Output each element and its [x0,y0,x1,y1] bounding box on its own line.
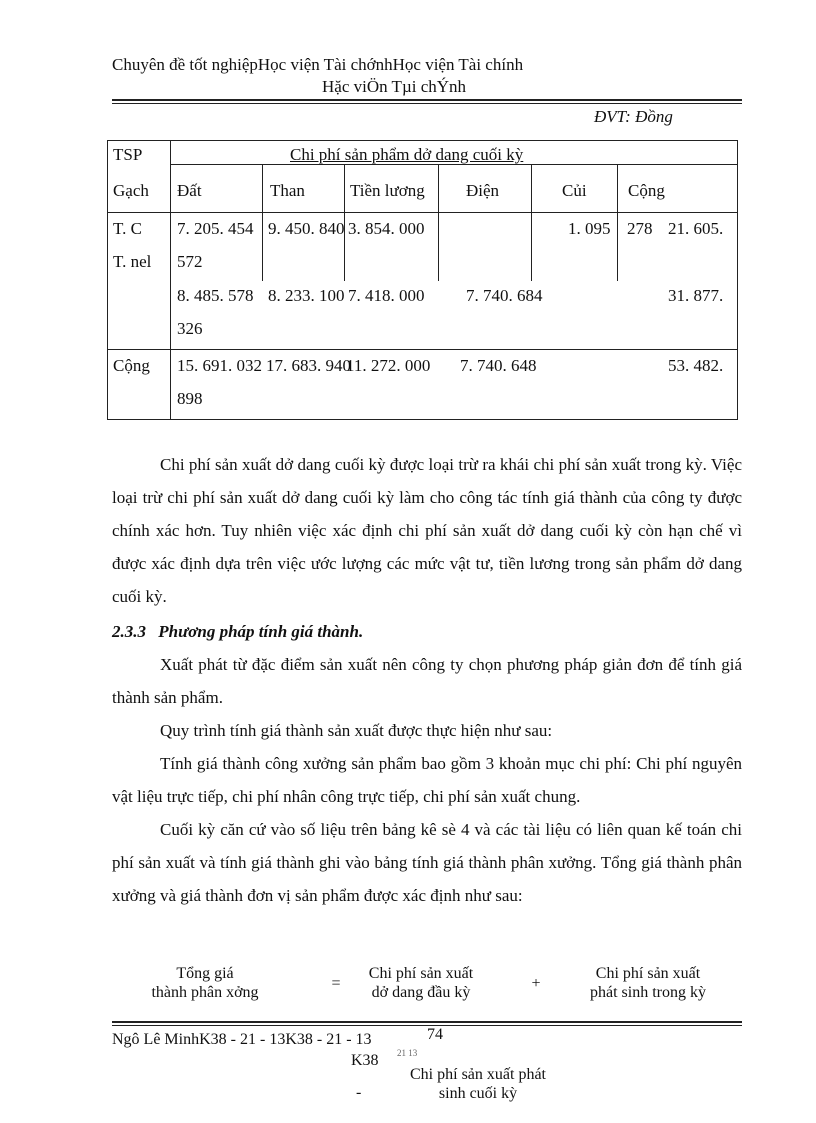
paragraph-4: Tính giá thành công xưởng sản phẩm bao gồm 3 khoản mục chi phí: Chi phí nguyên vật liệu trực tiếp, chi phí nhân công trực tiếp, chi phí sản xuất chung. [112,754,742,806]
formula-right: Chi phí sản xuất phát sinh trong kỳ [590,965,706,1001]
row-total-name: Cộng [113,356,150,375]
row-tc-cui: 1. 095 [568,219,611,238]
row-total-than: 17. 683. 940 [266,356,351,375]
col-dat: Đất [177,181,202,200]
paragraph-1: Chi phí sản xuất dở dang cuối kỳ được loại trừ ra khái chi phí sản xuất trong kỳ. Việc loại trừ chi phí sản xuất dở dang cuối kỳ làm cho công tác tính giá thành của công ty được chính xác hơn. Tuy nhiên việc xác định chi phí sản xuất dở dang cuối kỳ còn hạn chế vì được xác định dựa trên việc ước lượng các mức vật tư, tiền lương trong sản phẩm dở dang cuối kỳ. [112,455,742,606]
row-tnel-name: T. nel [113,252,152,271]
row-tnel-dat: 8. 485. 578 [177,286,254,305]
row-tnel-dien: 7. 740. 684 [466,286,543,305]
footer-author: Ngô Lê MinhK38 - 21 - 13K38 - 21 - 13 [112,1031,372,1048]
formula-equals: = [331,975,341,992]
formula-mid: Chi phí sản xuất dở dang đầu kỳ [368,965,474,1001]
unit-label: ĐVT: Đồng [594,107,673,126]
row-tc-than: 9. 450. 840 [268,219,345,238]
row-total-cong: 53. 482. [668,356,724,375]
row-total-cont: 898 [177,389,203,408]
formula-plus: + [531,975,541,992]
paragraph-5: Cuối kỳ căn cứ vào số liệu trên bảng kê sè 4 và các tài liệu có liên quan kế toán chi phí sản xuất và tính giá thành ghi vào bảng tính giá thành phân xưởng. Tổng giá thành phân xưởng và giá thành đơn vị sản phẩm được xác định như sau: [112,820,742,905]
section-title: Phương pháp tính giá thành. [158,622,364,641]
formula-bottom: Chi phí sản xuất phát sinh cuối kỳ [410,1066,546,1102]
row-tc-cont: 572 [177,252,203,271]
col-tsp: TSP [113,145,143,164]
paragraph-2: Xuất phát từ đặc điểm sản xuất nên công ty chọn phương pháp giản đơn để tính giá thành sản phẩm. [112,655,742,707]
row-tnel-than: 8. 233. 100 [268,286,345,305]
section-heading [112,622,363,642]
footer-line2: K38 [351,1052,379,1069]
header-line2: Hặc viÖn Tµi chÝnh [322,77,467,96]
row-total-dat: 15. 691. 032 [177,356,262,375]
footer-dash: - [356,1084,362,1101]
col-than: Than [270,181,305,200]
row-tc-name: T. C [113,219,142,238]
row-total-luong: 11. 272. 000 [346,356,431,375]
col-luong: Tiền lương [350,181,425,200]
row-tnel-cont: 326 [177,319,203,338]
row-tc-cui-b: 278 [627,219,653,238]
row-tc-dat: 7. 205. 454 [177,219,254,238]
col-dien: Điện [466,181,500,200]
row-tnel-luong: 7. 418. 000 [348,286,425,305]
body-paragraphs [112,648,742,912]
paragraph-3: Quy trình tính giá thành sản xuất được thực hiện như sau: [160,721,553,740]
row-tnel-cong: 31. 877. [668,286,724,305]
col-cui: Củi [562,181,587,200]
header-rule-thin [112,103,742,104]
col-gach: Gạch [113,181,149,200]
header-rule [112,99,742,101]
header-line1: Chuyên đề tốt nghiệpHọc viện Tài chớnhHọc viện Tài chính [112,55,524,74]
row-tc-cong: 21. 605. [668,219,724,238]
col-group: Chi phí sản phẩm dở dang cuối kỳ [290,145,524,164]
formula-left: Tổng giá thành phân xởng [151,965,259,1001]
col-cong: Cộng [628,181,665,200]
section-number: 2.3.3 [112,622,146,641]
row-total-dien: 7. 740. 648 [460,356,537,375]
footer-line2b: 21 13 [397,1048,418,1058]
footer-rule [112,1021,742,1023]
row-tc-luong: 3. 854. 000 [348,219,425,238]
footer-page: 74 [427,1026,443,1043]
